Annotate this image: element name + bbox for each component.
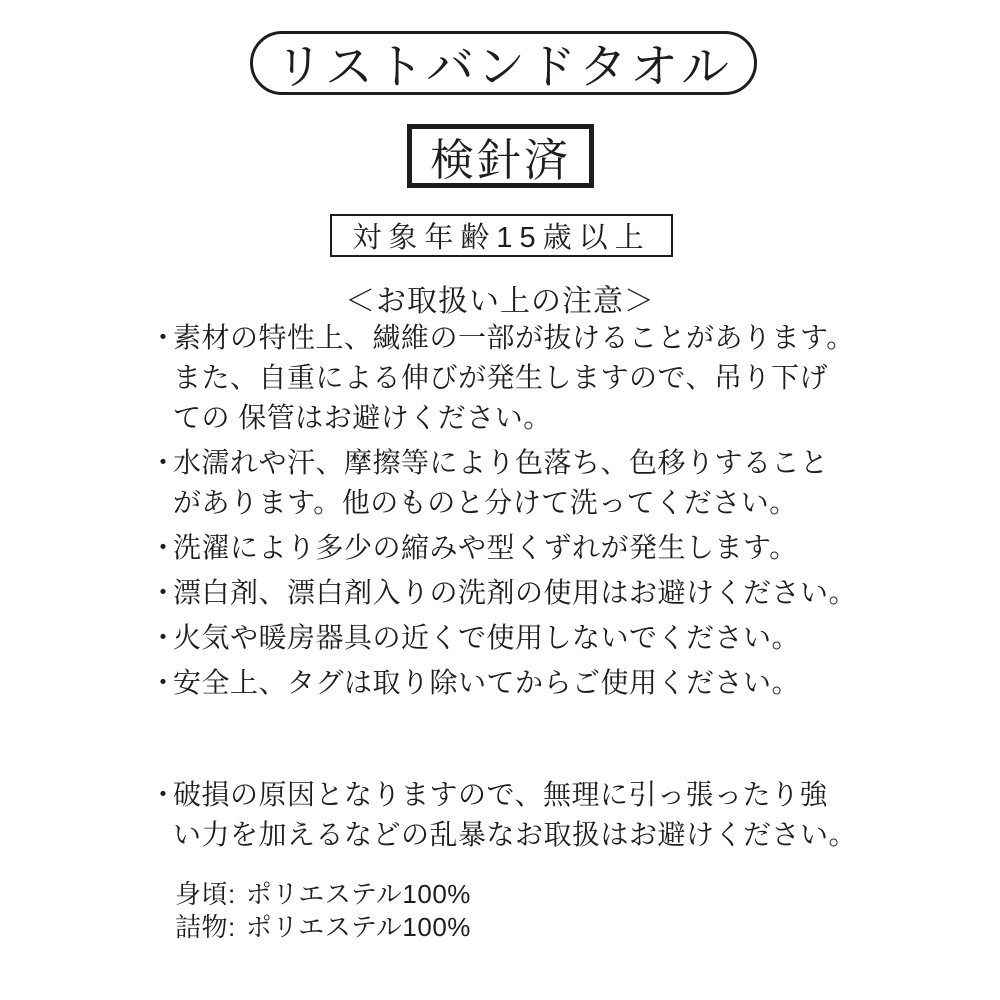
material-part-label: 身頃: xyxy=(175,879,236,909)
material-part-label: 詰物: xyxy=(175,912,236,942)
care-note-text: 素材の特性上、繊維の一部が抜けることがあります。 xyxy=(173,322,855,353)
material-value: ポリエステル100% xyxy=(245,912,471,942)
care-note-text: 水濡れや汗、摩擦等により色落ち、色移りすること xyxy=(173,447,829,478)
care-note-text: また、自重による伸びが発生しますので、吊り下げ xyxy=(173,362,828,393)
material-row-filling xyxy=(175,911,471,944)
care-note-line xyxy=(149,663,880,703)
care-note-line xyxy=(149,618,880,658)
bullet-marker: ・ xyxy=(149,447,178,478)
age-notice-text: 対象年齢15歳以上 xyxy=(352,222,651,254)
care-note-line xyxy=(149,443,880,483)
product-title-badge xyxy=(250,31,757,95)
bullet-marker: ・ xyxy=(149,622,178,653)
needle-inspection-text: 検針済 xyxy=(430,136,571,185)
care-note-line xyxy=(155,398,880,438)
material-row-body xyxy=(175,878,471,911)
damage-note-text: 破損の原因となりますので、無理に引っ張ったり強 xyxy=(173,779,828,810)
care-note-text: ての 保管はお避けください。 xyxy=(173,402,552,433)
bullet-marker: ・ xyxy=(149,667,178,698)
age-notice-badge xyxy=(330,214,673,257)
care-note-text: 火気や暖房器具の近くで使用しないでください。 xyxy=(173,622,801,653)
bullet-marker: ・ xyxy=(149,322,178,353)
care-notes-list xyxy=(149,318,880,703)
product-title: リストバンドタオル xyxy=(274,40,733,94)
bullet-marker: ・ xyxy=(149,577,178,608)
bullet-marker: ・ xyxy=(149,532,178,563)
needle-inspection-badge xyxy=(407,124,594,188)
care-note-line xyxy=(155,358,880,398)
damage-note-line xyxy=(155,815,880,855)
care-note-text: 安全上、タグは取り除いてからご使用ください。 xyxy=(173,667,801,698)
care-note-text: 漂白剤、漂白剤入りの洗剤の使用はお避けください。 xyxy=(173,577,858,608)
care-note-line xyxy=(149,318,880,358)
care-instructions-heading: ＜お取扱い上の注意＞ xyxy=(345,285,655,318)
materials-section xyxy=(175,878,471,944)
material-value: ポリエステル100% xyxy=(245,879,471,909)
care-note-line xyxy=(155,483,880,523)
care-note-text: があります。他のものと分けて洗ってください。 xyxy=(173,487,798,518)
damage-note-text: い力を加えるなどの乱暴なお取扱はお避けください。 xyxy=(173,819,858,850)
care-note-text: 洗濯により多少の縮みや型くずれが発生します。 xyxy=(173,532,798,563)
damage-warning-list xyxy=(149,775,880,855)
bullet-marker: ・ xyxy=(149,779,178,810)
damage-note-line xyxy=(149,775,880,815)
care-note-line xyxy=(149,573,880,613)
care-note-line xyxy=(149,528,880,568)
